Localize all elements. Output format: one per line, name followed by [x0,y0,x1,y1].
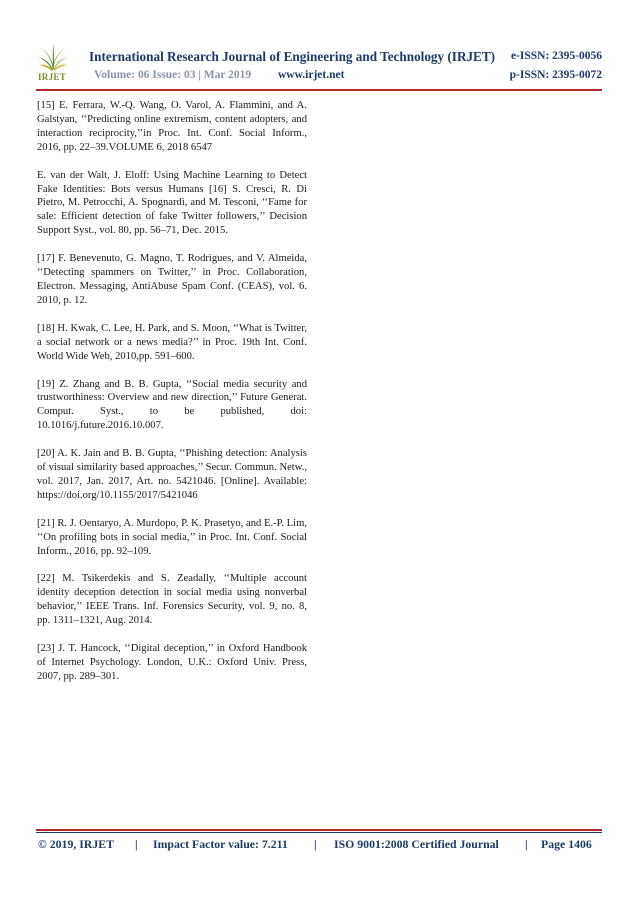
reference-item: [22] M. Tsikerdekis and S. Zeadally, ‘‘Multiple account identity deception detection in social media using nonverbal behavior,’’ IEEE Trans. Inf. Forensics Security, vol. 9, no. 8, pp. 1311–1321, Aug. 2014. [37,573,307,627]
page-footer [36,837,602,855]
reference-item: [21] R. J. Oentaryo, A. Murdopo, P. K. Prasetyo, and E.-P. Lim, ‘‘On profiling bots in social media,’’ in Proc. Int. Conf. Social Inform., 2016, pp. 92–109. [37,517,307,557]
footer-page-number: Page 1406 [541,837,592,851]
irjet-logo [36,43,70,83]
reference-item: [23] J. T. Hancock, ‘‘Digital deception,’’ in Oxford Handbook of Internet Psychology. London, U.K.: Oxford Univ. Press, 2007, pp. 289–301. [37,643,307,682]
website-link[interactable]: www.irjet.net [278,69,345,81]
reference-item: [20] A. K. Jain and B. B. Gupta, ‘‘Phishing detection: Analysis of visual similarity based approaches,’’ Secur. Commun. Netw., vol. 2017, Jan. 2017, Art. no. 5421046. [Online]. Available: https://doi.org/10.1155/2017/5421046 [37,448,307,501]
reference-item: [18] H. Kwak, C. Lee, H. Park, and S. Moon, ‘‘What is Twitter, a social network or a news media?’’ in Proc. 19th Int. Conf. World Wide Web, 2010,pp. 591–600. [37,322,307,362]
footer-separator: | [314,837,317,851]
footer-copyright: © 2019, IRJET [38,837,114,851]
eissn: e-ISSN: 2395-0056 [510,50,602,62]
journal-title: International Research Journal of Engineering and Technology (IRJET) [89,49,496,64]
page-header [36,43,602,89]
footer-impact-factor: Impact Factor value: 7.211 [153,837,288,851]
logo-text: IRJET [38,72,67,82]
leaf-logo-icon [36,43,70,73]
header-divider [36,89,602,91]
reference-item: [19] Z. Zhang and B. B. Gupta, ‘‘Social media security and trustworthiness: Overview and new direction,’’ Future Generat. Comput. Syst., to be published, doi: 10.1016/j.future.2016.10.007. [37,378,307,432]
footer-separator: | [135,837,138,851]
reference-list [37,99,307,698]
footer-iso: ISO 9001:2008 Certified Journal [334,837,499,851]
volume-issue: Volume: 06 Issue: 03 | Mar 2019 [94,69,252,81]
pissn: p-ISSN: 2395-0072 [509,69,602,81]
footer-separator: | [525,837,528,851]
reference-item: [15] E. Ferrara, W.-Q. Wang, O. Varol, A. Flammini, and A. Galstyan, ‘‘Predicting online extremism, content adopters, and interaction reciprocity,’’in Proc. Int. Conf. Social Inform., 2016, pp. 22–39.VOLUME 6, 2018 6547 [37,100,307,153]
footer-divider-thin [36,832,602,833]
reference-item: E. van der Walt, J. Eloff: Using Machine Learning to Detect Fake Identities: Bots versus Humans [16] S. Cresci, R. Di Pietro, M. Petrocchi, A. Spognardi, and M. Tesconi, ‘‘Fame for sale: Efficient detection of fake Twitter followers,’’ Decision Support Syst., vol. 80, pp. 56–71, Dec. 2015. [37,169,307,237]
footer-divider [36,829,602,831]
reference-item: [17] F. Benevenuto, G. Magno, T. Rodrigues, and V. Almeida, ‘‘Detecting spammers on Twitter,’’ in Proc. Collaboration, Electron. Messaging, AntiAbuse Spam Conf. (CEAS), vol. 6. 2010, p. 12. [37,253,307,306]
